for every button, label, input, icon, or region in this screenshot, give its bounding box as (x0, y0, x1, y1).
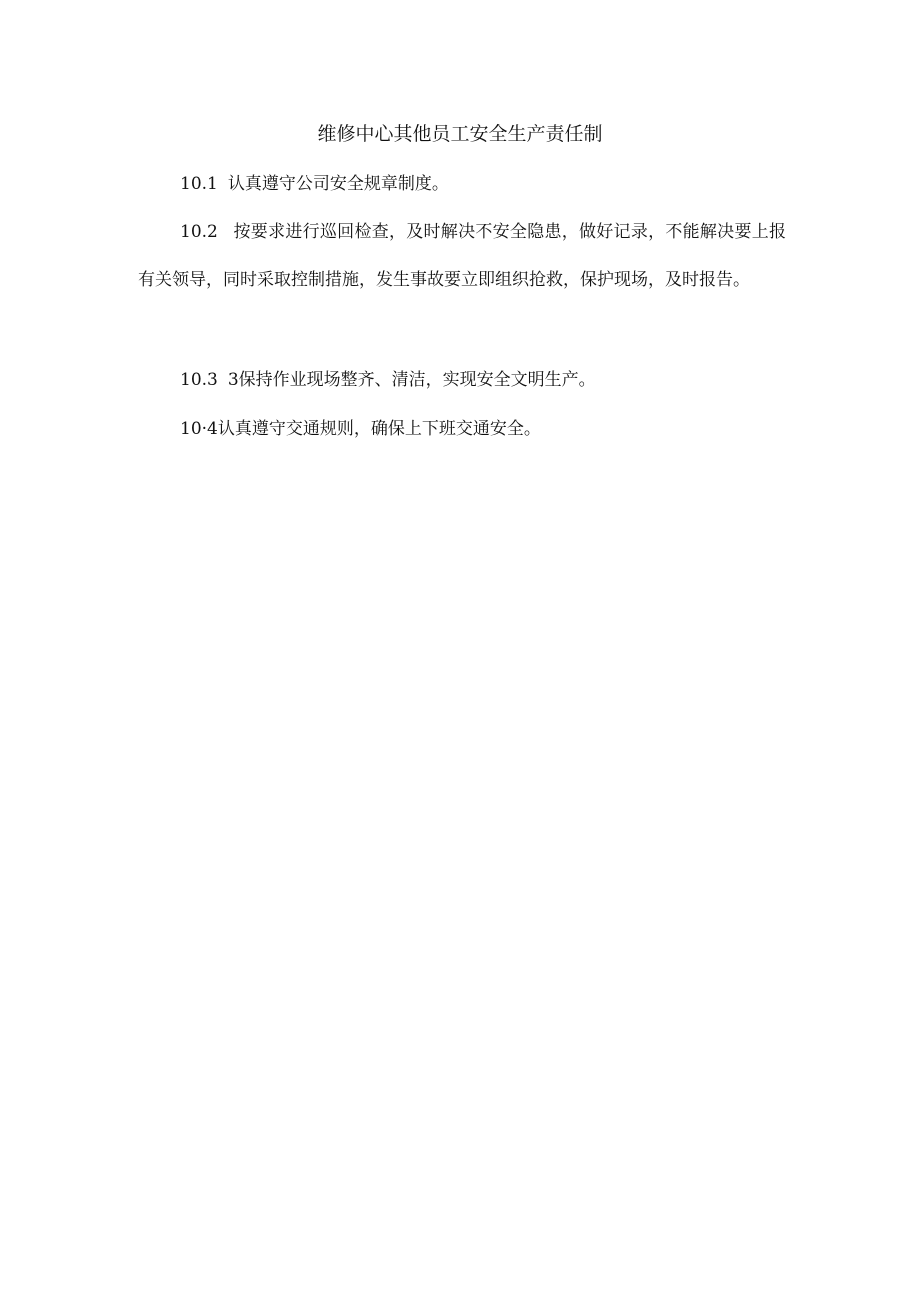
clause-number: 10.2 (180, 222, 218, 242)
clause-10-2 (138, 208, 786, 304)
clause-10-4 (138, 405, 786, 453)
clause-text: 认真遵守公司安全规章制度。 (227, 174, 449, 194)
clause-number: 10·4 (180, 419, 218, 439)
clause-10-3 (138, 356, 786, 404)
clause-text: 认真遵守交通规则，确保上下班交通安全。 (217, 419, 541, 439)
clause-text: 按要求进行巡回检查，及时解决不安全隐患，做好记录，不能解决要上报有关领导，同时采取控制措施，发生事故要立即组织抢救，保护现场，及时报告。 (138, 222, 786, 290)
clause-number: 10.1 (180, 174, 218, 194)
document-title: 维修中心其他员工安全生产责任制 (317, 123, 603, 145)
clause-text: 3保持作业现场整齐、清洁，实现安全文明生产。 (227, 370, 596, 390)
clause-number: 10.3 (180, 370, 218, 390)
clause-10-1 (138, 160, 786, 208)
